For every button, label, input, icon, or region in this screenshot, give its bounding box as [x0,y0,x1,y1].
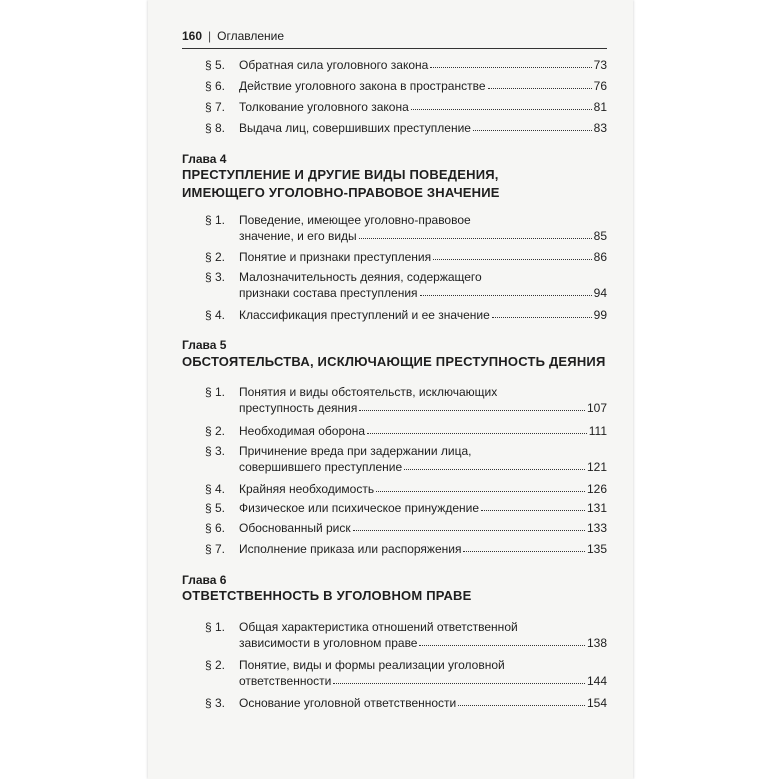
section-title-cont: преступность деяния [239,401,358,415]
leader-dots [473,120,592,131]
page-ref: 138 [586,636,607,650]
section-number: § 1. [205,213,226,227]
header-title: Оглавление [217,29,285,43]
page-ref: 154 [586,696,607,710]
section-number: § 2. [205,250,226,264]
section-number: § 8. [205,121,226,135]
chapter-title-line: ИМЕЮЩЕГО УГОЛОВНО-ПРАВОВОЕ ЗНАЧЕНИЕ [182,185,500,200]
page-ref: 99 [593,308,607,322]
section-title: Общая характеристика отношений ответственной [239,620,518,634]
section-number: § 7. [205,542,226,556]
page-ref: 126 [586,482,607,496]
leader-dots [433,249,592,260]
section-number: § 6. [205,79,226,93]
leader-dots [463,541,585,552]
page-ref: 86 [593,250,607,264]
section-title: Физическое или психическое принуждение [239,501,480,515]
section-number: § 4. [205,308,226,322]
leader-dots [376,481,585,492]
section-title: Необходимая оборона [239,424,366,438]
section-title: Классификация преступлений и ее значение [239,308,490,322]
chapter-title [182,166,607,202]
chapter-label: Глава 6 [182,573,227,587]
leader-dots [420,285,592,296]
chapter-label: Глава 5 [182,338,227,352]
chapter-title-line: ПРЕСТУПЛЕНИЕ И ДРУГИЕ ВИДЫ ПОВЕДЕНИЯ, [182,167,499,182]
section-number: § 4. [205,482,226,496]
page-number: 160 [182,29,203,43]
page-ref: 94 [593,286,607,300]
section-title: Действие уголовного закона в пространстве [239,79,486,93]
header-separator: | [208,29,212,43]
section-title: Понятие и признаки преступления [239,250,432,264]
chapter-title [182,353,607,371]
leader-dots [404,459,585,470]
section-number: § 3. [205,696,226,710]
page-ref: 111 [588,424,607,438]
section-title: Толкование уголовного закона [239,100,409,114]
section-title-cont: зависимости в уголовном праве [239,636,418,650]
page-ref: 107 [586,401,607,415]
section-number: § 1. [205,620,226,634]
section-number: § 2. [205,424,226,438]
chapter-title [182,587,607,605]
page-ref: 83 [593,121,607,135]
leader-dots [488,78,592,89]
leader-dots [353,520,585,531]
page-ref: 135 [586,542,607,556]
leader-dots [430,57,591,68]
section-title: Крайняя необходимость [239,482,375,496]
chapter-title-line: ОБСТОЯТЕЛЬСТВА, ИСКЛЮЧАЮЩИЕ ПРЕСТУПНОСТЬ ДЕЯНИЯ [182,354,606,369]
header-rule [182,48,607,49]
section-title: Обоснованный риск [239,521,351,535]
page-ref: 133 [586,521,607,535]
page-ref: 76 [593,79,607,93]
section-title-cont: ответственности [239,674,332,688]
section-title-cont: значение, и его виды [239,229,357,243]
section-title: Понятия и виды обстоятельств, исключающих [239,385,498,399]
section-number: § 5. [205,58,226,72]
page-ref: 121 [586,460,607,474]
section-title: Исполнение приказа или распоряжения [239,542,462,556]
page-header [182,29,607,47]
section-number: § 2. [205,658,226,672]
section-number: § 1. [205,385,226,399]
leader-dots [492,307,592,318]
page-ref: 73 [593,58,607,72]
page-ref: 131 [586,501,607,515]
section-number: § 3. [205,270,226,284]
page-ref: 144 [586,674,607,688]
section-title-cont: совершившего преступление [239,460,403,474]
section-title: Малозначительность деяния, содержащего [239,270,482,284]
section-title: Понятие, виды и формы реализации уголовной [239,658,505,672]
section-title-cont: признаки состава преступления [239,286,418,300]
section-number: § 7. [205,100,226,114]
section-title: Основание уголовной ответственности [239,696,457,710]
leader-dots [411,99,592,110]
section-number: § 5. [205,501,226,515]
leader-dots [359,228,592,239]
leader-dots [333,673,585,684]
leader-dots [419,635,584,646]
page-ref: 81 [593,100,607,114]
section-title: Обратная сила уголовного закона [239,58,429,72]
leader-dots [367,423,587,434]
section-title: Причинение вреда при задержании лица, [239,444,472,458]
section-number: § 3. [205,444,226,458]
section-number: § 6. [205,521,226,535]
chapter-title-line: ОТВЕТСТВЕННОСТЬ В УГОЛОВНОМ ПРАВЕ [182,588,472,603]
section-title: Выдача лиц, совершивших преступление [239,121,471,135]
section-title: Поведение, имеющее уголовно-правовое [239,213,471,227]
leader-dots [359,400,585,411]
chapter-label: Глава 4 [182,152,227,166]
leader-dots [481,500,585,511]
leader-dots [458,695,585,706]
page-ref: 85 [593,229,607,243]
